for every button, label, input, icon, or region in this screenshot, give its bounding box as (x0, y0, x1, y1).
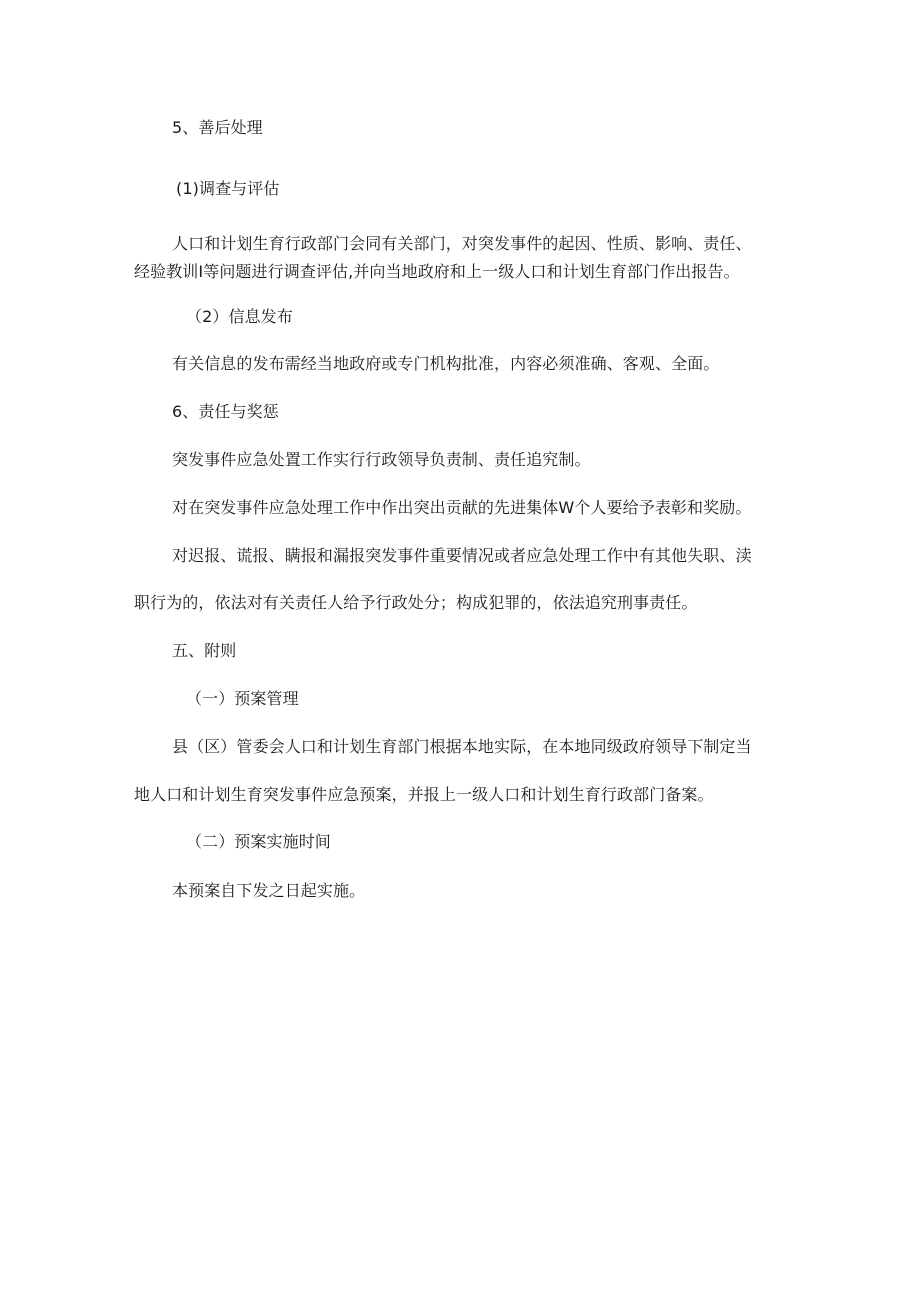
subheading-implementation-time: （二）预案实施时间 (186, 832, 331, 851)
paragraph-line: 对在突发事件应急处理工作中作出突出贡献的先进集体W个人要给予表彰和奖励。 (172, 498, 752, 517)
paragraph-line: 本预案自下发之日起实施。 (172, 881, 366, 900)
section-heading-responsibility: 6、责任与奖惩 (172, 402, 279, 421)
paragraph-line: 地人口和计划生育突发事件应急预案，并报上一级人口和计划生育行政部门备案。 (134, 785, 714, 804)
paragraph-line: 对迟报、谎报、瞒报和漏报突发事件重要情况或者应急处理工作中有其他失职、渎 (172, 546, 752, 565)
paragraph-line: 经验教训I等问题进行调查评估,并向当地政府和上一级人口和计划生育部门作出报告。 (134, 262, 740, 281)
paragraph-line: 突发事件应急处置工作实行行政领导负责制、责任追究制。 (172, 450, 591, 469)
paragraph-line: 人口和计划生育行政部门会同有关部门，对突发事件的起因、性质、影响、责任、 (172, 234, 752, 253)
paragraph-line: 有关信息的发布需经当地政府或专门机构批准，内容必须准确、客观、全面。 (172, 354, 720, 373)
paragraph-line: 职行为的，依法对有关责任人给予行政处分；构成犯罪的，依法追究刑事责任。 (134, 593, 698, 612)
chapter-heading-supplementary: 五、附则 (172, 641, 237, 660)
section-heading-aftermath: 5、善后处理 (172, 118, 263, 137)
subheading-investigation: (1)调查与评估 (176, 179, 280, 198)
subheading-plan-management: （一）预案管理 (186, 689, 299, 708)
subheading-information-release: （2）信息发布 (186, 307, 293, 326)
paragraph-line: 县（区）管委会人口和计划生育部门根据本地实际，在本地同级政府领导下制定当 (172, 737, 752, 756)
